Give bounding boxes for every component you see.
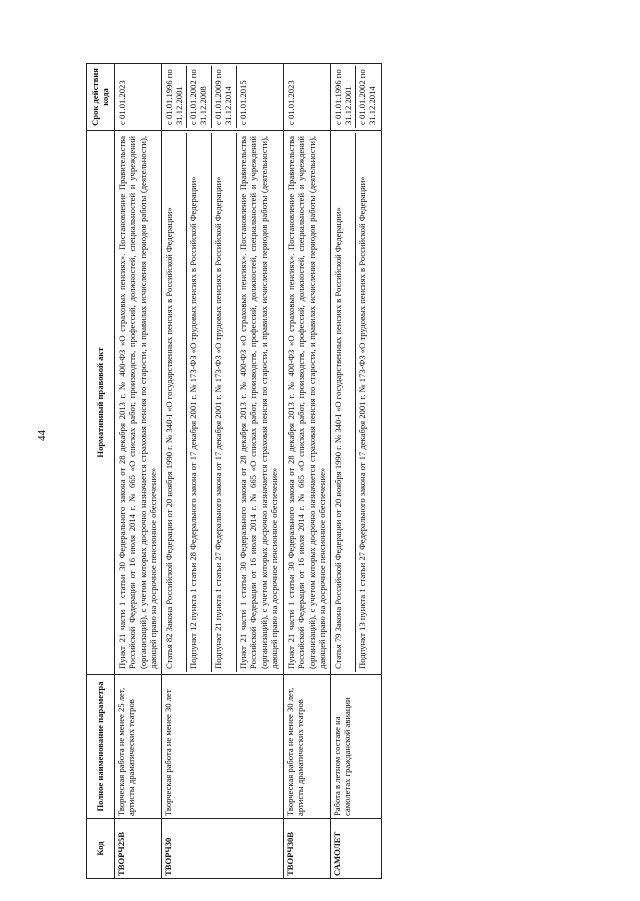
legal-act-entry: Подпункт 13 пункта 1 статьи 27 Федерального закона от 17 декабря 2001 г. № 173-ФЗ «О трудовых пенсиях в Российской Федерации» (355, 133, 380, 672)
legal-act-entry: Пункт 21 части 1 статьи 30 Федерального закона от 28 декабря 2013 г. № 400-ФЗ «О страховых пенсиях». Постановление Правительства Российской Федерации от 16 июля 2014 г. № 665 «О списках работ, производств, профессий, должностей, специальностей и учреждений (организаций), с учетом которых досрочно назначается страховая пенсия по старости, и правилах исчисления периодов работы (деятельности), дающей право на досрочное пенсионное обеспечение» (236, 133, 282, 672)
row-legal-acts (161, 131, 283, 675)
legal-act-entry: Пункт 21 части 1 статьи 30 Федерального закона от 28 декабря 2013 г. № 400-ФЗ «О страховых пенсиях». Постановление Правительства Российской Федерации от 16 июля 2014 г. № 665 «О списках работ, производств, профессий, должностей, специальностей и учреждений (организаций), с учетом которых досрочно назначается страховая пенсия по старости, и правилах исчисления периодов работы (деятельности), дающей право на досрочное пенсионное обеспечение» (116, 136, 159, 669)
header-date: Срок действия кода (87, 64, 115, 131)
row-code: ТВОРЧ30 (161, 819, 283, 879)
row-param-name: Творческая работа не менее 30 лет (161, 675, 283, 819)
row-param-name: Творческая работа не менее 30 лет, артисты драматических театров (283, 675, 330, 819)
table-row (283, 64, 330, 879)
row-param-name: Творческая работа не менее 25 лет, артисты драматических театров (114, 675, 161, 819)
row-code: ТВОРЧ25В (114, 819, 161, 879)
rotated-table-container (86, 64, 604, 879)
page-number: 44 (36, 430, 48, 441)
header-act: Нормативный правовой акт (87, 131, 115, 675)
table-row (114, 64, 161, 879)
row-code: САМОЛЕТ (330, 819, 381, 879)
validity-period: с 01.01.2009 по 31.12.2014 (211, 66, 236, 128)
validity-period: с 01.01.2023 (116, 80, 127, 125)
row-validity-periods (330, 64, 381, 131)
table-row (161, 64, 283, 879)
row-param-name: Работа в летном составе на самолетах гражданской авиации (330, 675, 381, 819)
table-header-row (87, 64, 115, 879)
row-legal-acts (114, 131, 161, 675)
validity-period: с 01.01.2002 по 31.12.2008 (186, 66, 211, 128)
row-validity-periods (161, 64, 283, 131)
row-legal-acts (330, 131, 381, 675)
validity-period: с 01.01.2023 (285, 80, 296, 125)
validity-period: с 01.01.1996 по 31.12.2001 (163, 69, 185, 125)
header-name: Полное наименование параметра (87, 675, 115, 819)
legal-act-entry: Пункт 21 части 1 статьи 30 Федерального закона от 28 декабря 2013 г. № 400-ФЗ «О страховых пенсиях». Постановление Правительства Российской Федерации от 16 июля 2014 г. № 665 «О списках работ, производств, профессий, должностей, специальностей и учреждений (организаций), с учетом которых досрочно назначается страховая пенсия по старости, и правилах исчисления периодов работы (деятельности), дающей право на досрочное пенсионное обеспечение» (285, 136, 328, 669)
validity-period: с 01.01.1996 по 31.12.2001 (332, 69, 354, 125)
table-row (330, 64, 381, 879)
legal-act-entry: Статья 82 Закона Российской Федерации от 20 ноября 1990 г. № 340-I «О государственных пенсиях в Российской Федерации» (163, 207, 174, 669)
pension-codes-table (86, 63, 382, 879)
header-code: Код (87, 819, 115, 879)
legal-act-entry: Подпункт 12 пункта 1 статьи 28 Федерального закона от 17 декабря 2001 г. № 173-ФЗ «О трудовых пенсиях в Российской Федерации» (186, 133, 211, 672)
validity-period: с 01.01.2002 по 31.12.2014 (355, 66, 380, 128)
validity-period: с 01.01.2015 (236, 66, 282, 128)
legal-act-entry: Статья 79 Закона Российской Федерации от 20 ноября 1990 г. № 340-I «О государственных пенсиях в Российской Федерации» (332, 207, 343, 669)
row-legal-acts (283, 131, 330, 675)
row-validity-periods (114, 64, 161, 131)
legal-act-entry: Подпункт 21 пункта 1 статьи 27 Федерального закона от 17 декабря 2001 г. № 173-ФЗ «О трудовых пенсиях в Российской Федерации» (211, 133, 236, 672)
row-validity-periods (283, 64, 330, 131)
row-code: ТВОРЧ30В (283, 819, 330, 879)
